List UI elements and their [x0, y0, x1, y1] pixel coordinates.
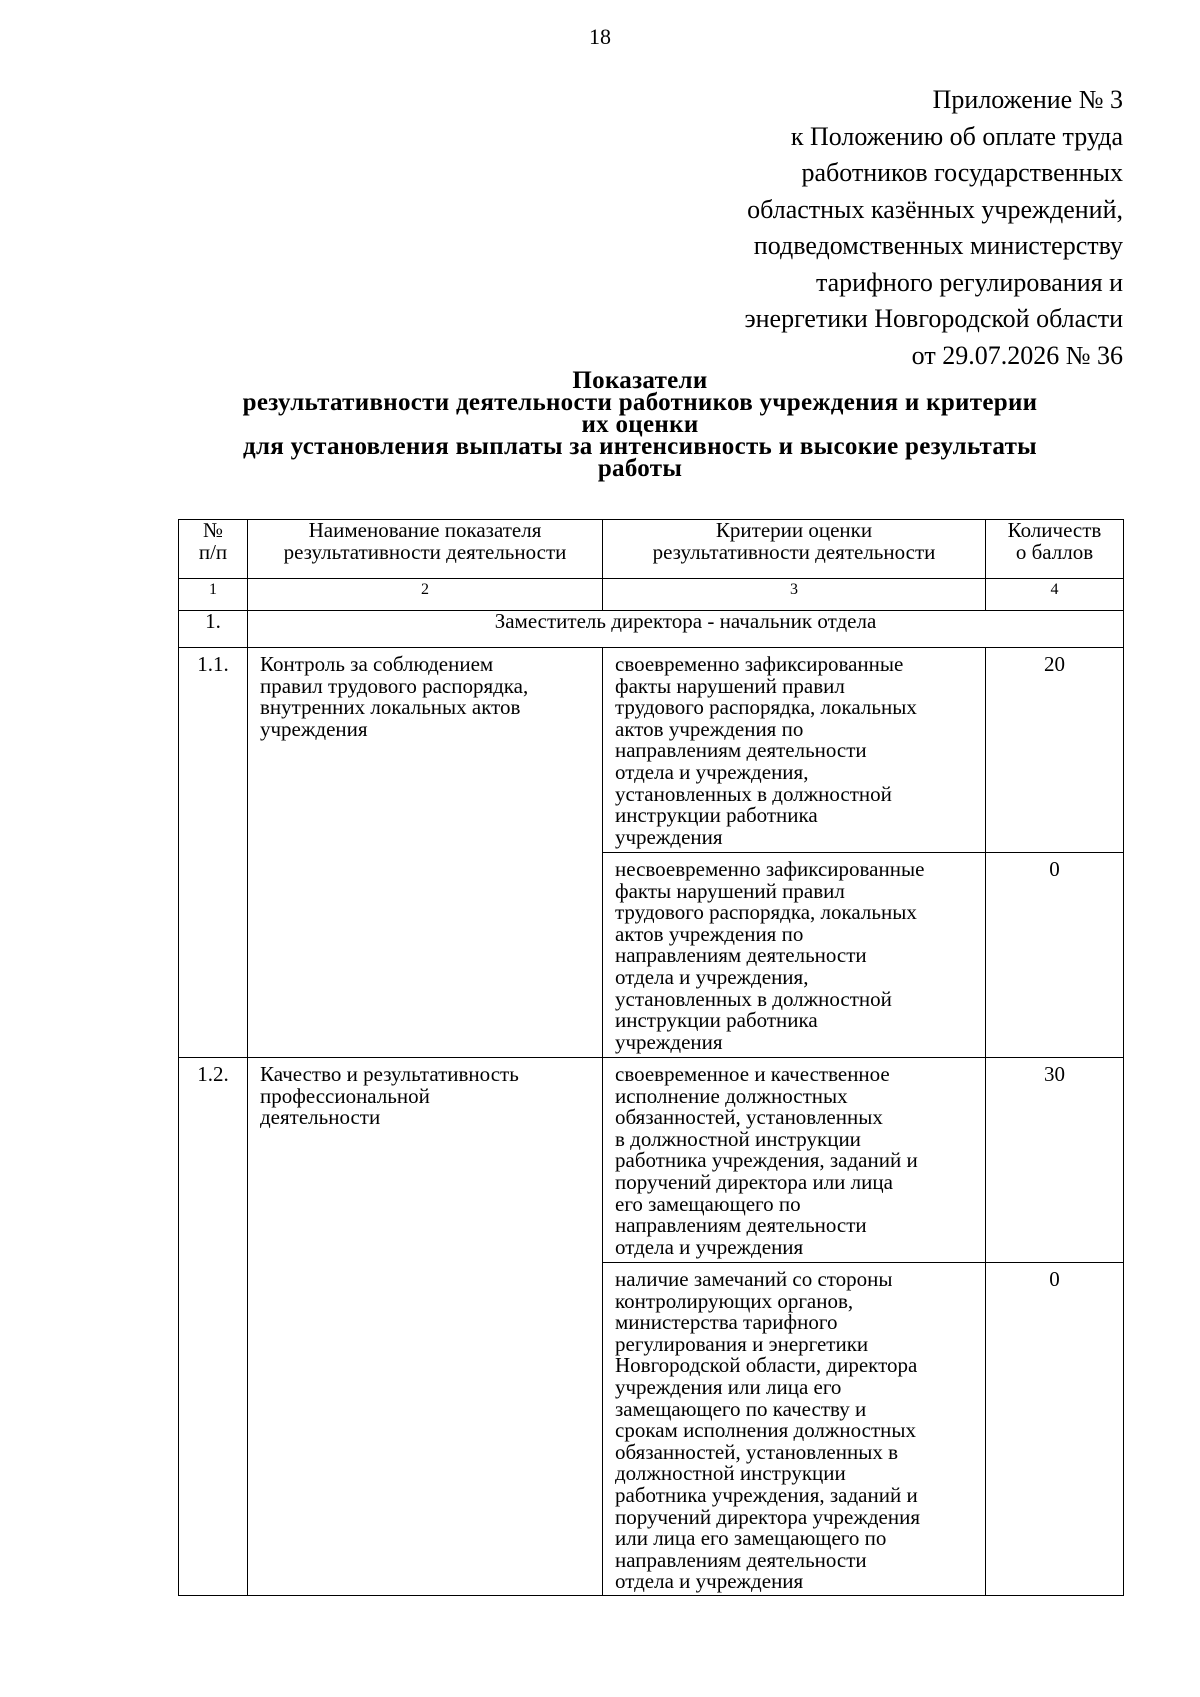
criterion-line: обязанностей, установленных [615, 1105, 883, 1130]
row-number: 1.1. [179, 648, 248, 1058]
header-name-line: Наименование показателя [308, 518, 542, 542]
criterion-line: министерства тарифного [615, 1310, 838, 1335]
header-num-line: № [202, 518, 224, 542]
header-score [986, 520, 1124, 579]
criterion-line: обязанностей, установленных в [615, 1439, 898, 1464]
score-value: 20 [986, 648, 1124, 853]
header-num-line: п/п [198, 539, 228, 564]
header-name-line: результативности деятельности [283, 539, 567, 564]
indicator-name [248, 1058, 603, 1596]
document-title [150, 367, 1130, 482]
criterion-line: его замещающего по [615, 1191, 801, 1216]
header-num [179, 520, 248, 579]
criterion-line: поручений директора учреждения [615, 1504, 920, 1529]
criterion-text [603, 1263, 986, 1596]
score-value: 0 [986, 853, 1124, 1058]
title-line: их оценки [581, 411, 699, 438]
criterion-line: направлениям деятельности [615, 1547, 867, 1572]
title-line: работы [597, 455, 683, 482]
indicator-line: правил трудового распорядка, [260, 673, 529, 698]
header-criteria-line: результативности деятельности [652, 539, 936, 564]
header-criteria-line: Критерии оценки [715, 518, 873, 542]
column-number-row [179, 579, 1124, 611]
criterion-text [603, 853, 986, 1058]
column-number: 4 [986, 579, 1124, 611]
criterion-text [603, 1058, 986, 1263]
criterion-line: работника учреждения, заданий и [615, 1482, 918, 1507]
column-number: 2 [248, 579, 603, 611]
criterion-line: Новгородской области, директора [615, 1353, 918, 1378]
criterion-line: учреждения или лица его [615, 1374, 842, 1399]
header-name [248, 520, 603, 579]
appendix-line: работников государственных [801, 158, 1123, 187]
table-row [179, 1058, 1124, 1263]
criterion-line: срокам исполнения должностных [615, 1418, 917, 1443]
criterion-line: актов учреждения по [615, 716, 804, 741]
title-line: Показатели [572, 367, 708, 394]
title-line: для установления выплаты за интенсивность и высокие результаты [243, 433, 1037, 460]
criterion-line: в должностной инструкции [615, 1126, 861, 1151]
table-row [179, 648, 1124, 853]
criterion-line: замещающего по качеству и [615, 1396, 867, 1421]
indicator-line: внутренних локальных актов [260, 695, 521, 720]
criterion-line: трудового распорядка, локальных [615, 900, 917, 925]
indicator-line: профессиональной [260, 1083, 430, 1108]
criterion-line: работника учреждения, заданий и [615, 1148, 918, 1173]
criterion-line: или лица его замещающего по [615, 1526, 887, 1551]
appendix-block [744, 82, 1123, 374]
appendix-line: к Положению об оплате труда [790, 121, 1123, 151]
appendix-line: энергетики Новгородской области [744, 304, 1123, 333]
criterion-line: наличие замечаний со стороны [615, 1267, 893, 1291]
criterion-line: отдела и учреждения, [615, 759, 809, 784]
criterion-line: контролирующих органов, [615, 1288, 854, 1313]
criterion-line: регулирования и энергетики [615, 1331, 869, 1356]
criterion-line: трудового распорядка, локальных [615, 695, 917, 720]
criterion-line: своевременное и качественное [615, 1062, 890, 1086]
indicator-line: Качество и результативность [260, 1062, 519, 1086]
criterion-line: несвоевременно зафиксированные [615, 857, 925, 881]
criterion-line: инструкции работника [615, 803, 818, 828]
criterion-line: учреждения [615, 1029, 723, 1054]
header-score-line: Количеств [1007, 518, 1102, 542]
criterion-line: факты нарушений правил [615, 878, 845, 903]
criterion-line: установленных в должностной [615, 986, 892, 1011]
section-row [179, 611, 1124, 648]
indicator-line: Контроль за соблюдением [260, 652, 494, 676]
criterion-line: поручений директора или лица [615, 1169, 893, 1194]
score-value: 30 [986, 1058, 1124, 1263]
criterion-text [603, 648, 986, 853]
criterion-line: отдела и учреждения, [615, 964, 809, 989]
header-criteria [603, 520, 986, 579]
criterion-line: факты нарушений правил [615, 673, 845, 698]
criterion-line: актов учреждения по [615, 921, 804, 946]
criteria-table [178, 519, 1124, 1596]
criterion-line: направлениям деятельности [615, 943, 867, 968]
indicator-line: деятельности [260, 1105, 381, 1130]
indicator-name [248, 648, 603, 1058]
table-header-row [179, 520, 1124, 579]
criterion-line: должностной инструкции [615, 1461, 846, 1486]
section-number: 1. [179, 611, 248, 648]
row-number: 1.2. [179, 1058, 248, 1596]
score-value: 0 [986, 1263, 1124, 1596]
section-title: Заместитель директора - начальник отдела [248, 611, 1124, 648]
title-line: результативности деятельности работников учреждения и критерии [242, 389, 1038, 416]
criterion-line: направлениям деятельности [615, 738, 867, 763]
appendix-line: Приложение № 3 [932, 85, 1123, 114]
appendix-line: областных казённых учреждений, [747, 194, 1123, 224]
criterion-line: исполнение должностных [615, 1083, 848, 1108]
criterion-line: отдела и учреждения [615, 1569, 804, 1594]
criterion-line: отдела и учреждения [615, 1234, 804, 1259]
criterion-line: своевременно зафиксированные [615, 652, 904, 676]
criterion-line: учреждения [615, 824, 723, 849]
criterion-line: инструкции работника [615, 1008, 818, 1033]
appendix-line: подведомственных министерству [753, 231, 1123, 260]
header-score-line: о баллов [1015, 539, 1094, 564]
column-number: 1 [179, 579, 248, 611]
page-number: 18 [589, 24, 611, 49]
criterion-line: направлениям деятельности [615, 1213, 867, 1238]
indicator-line: учреждения [260, 716, 368, 741]
appendix-line: тарифного регулирования и [815, 267, 1123, 297]
column-number: 3 [603, 579, 986, 611]
appendix-line: от 29.07.2026 № 36 [911, 340, 1123, 370]
criterion-line: установленных в должностной [615, 781, 892, 806]
